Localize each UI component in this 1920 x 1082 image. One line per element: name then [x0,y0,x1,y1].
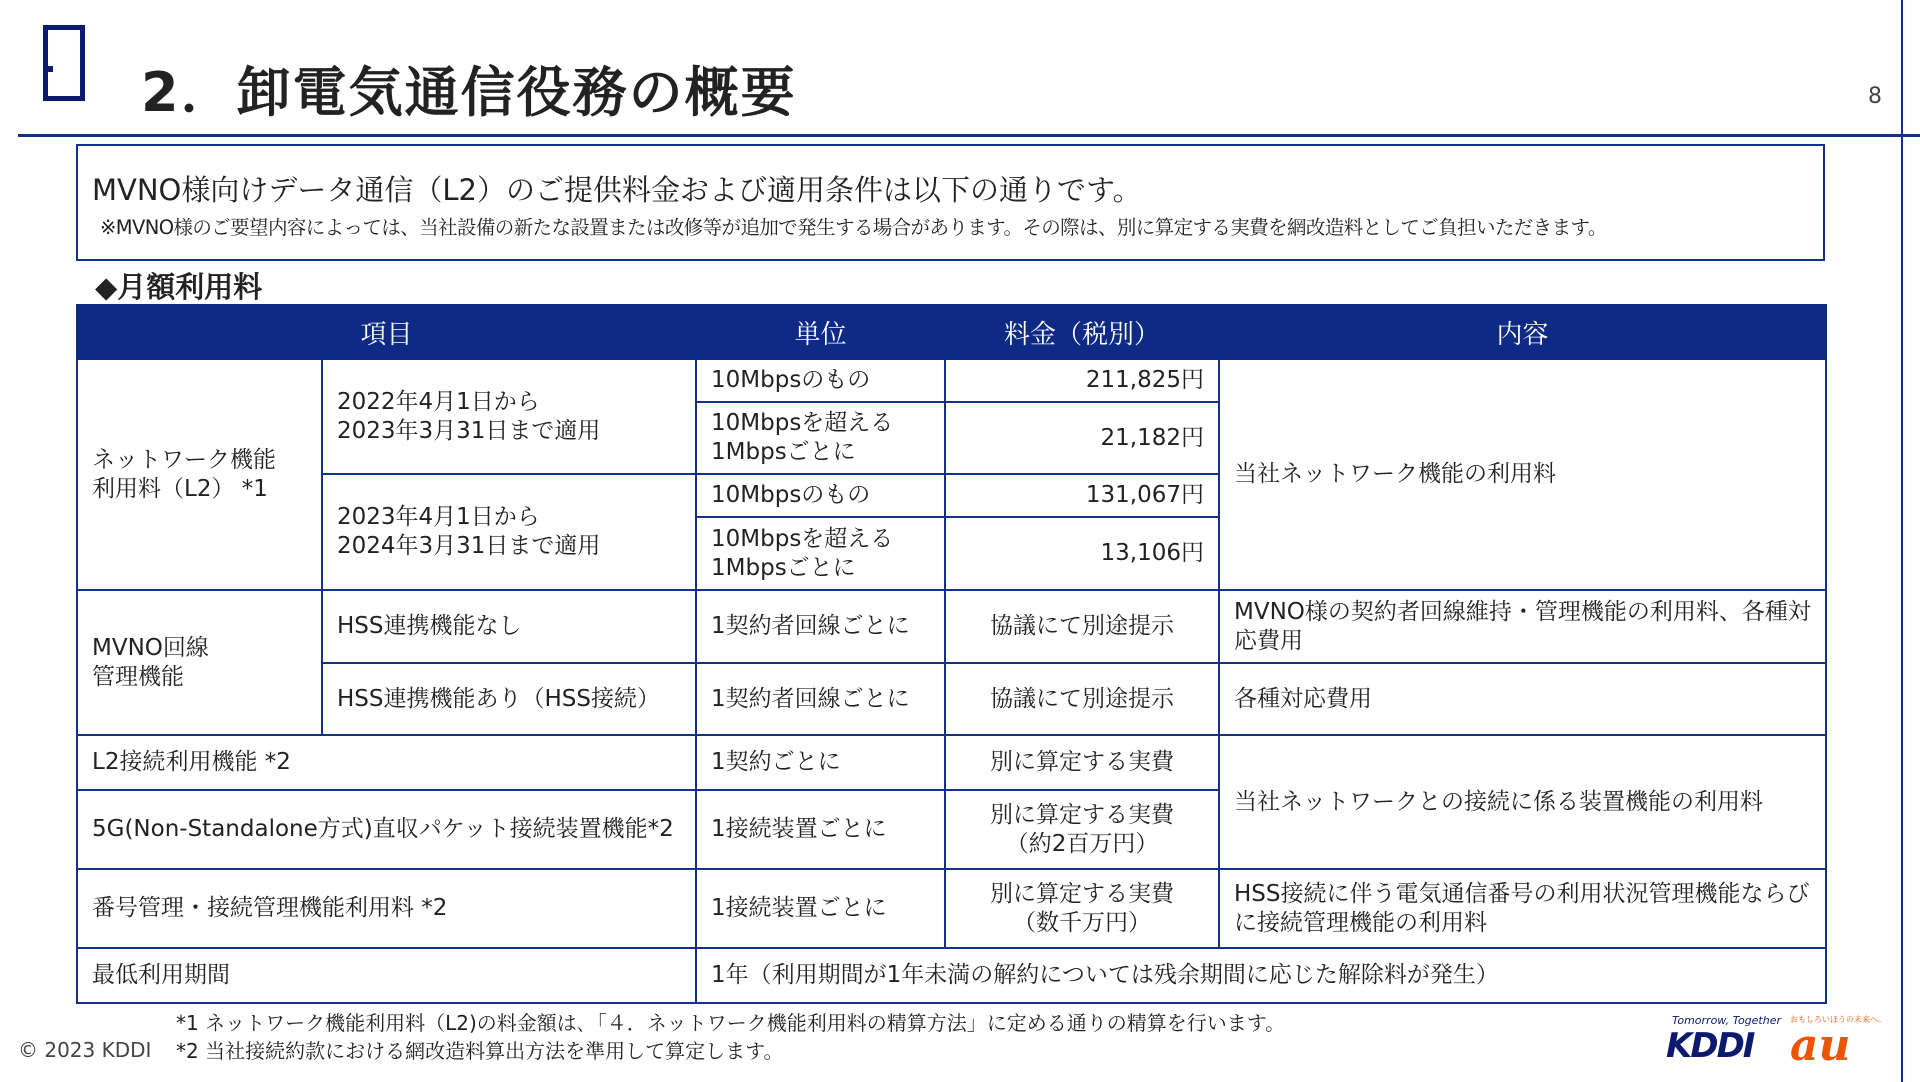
period-label: 2023年4月1日から 2024年3月31日まで適用 [322,474,696,590]
fee-cell: 別に算定する実費 （数千万円） [945,869,1219,948]
unit-cell: 10Mbpsのもの [696,474,945,517]
intro-note: ※MVNO様のご要望内容によっては、当社設備の新たな設置または改修等が追加で発生する場合があります。その際は、別に算定する実費を網改造料としてご負担いただきます。 [100,216,1607,239]
au-wordmark: au [1790,1020,1851,1071]
page-title: 2．卸電気通信役務の概要 [141,61,797,124]
content-cell: 当社ネットワーク機能の利用料 [1219,359,1826,590]
au-tagline: おもしろいほうの未来へ。 [1790,1015,1886,1024]
table-row [77,869,1826,948]
fee-cell: 131,067円 [945,474,1219,517]
fee-cell: 協議にて別途提示 [945,663,1219,735]
copyright: © 2023 KDDI [18,1038,152,1062]
footnote-2: *2 当社接続約款における網改造料算出方法を準用して算定します。 [176,1039,784,1063]
network-label: ネットワーク機能 利用料（L2） *1 [77,359,322,590]
mvno-label: MVNO回線 管理機能 [77,590,322,735]
title-bracket-icon [43,25,85,101]
page-number: 8 [1868,84,1882,109]
right-divider [1901,0,1903,1082]
unit-cell: 1契約ごとに [696,735,945,790]
kddi-tagline: Tomorrow, Together [1672,1014,1782,1027]
kddi-wordmark: KDDI [1666,1026,1754,1066]
table-row [77,359,1826,402]
header-fee: 料金（税別） [945,305,1219,359]
header-divider [18,134,1920,137]
content-cell: HSS接続に伴う電気通信番号の利用状況管理機能ならびに接続管理機能の利用料 [1219,869,1826,948]
fee-cell: 21,182円 [945,402,1219,474]
value-cell: 1年（利用期間が1年未満の解約については残余期間に応じた解除料が発生） [696,948,1826,1003]
item-cell: 5G(Non-Standalone方式)直収パケット接続装置機能*2 [77,790,696,869]
unit-cell: 1契約者回線ごとに [696,663,945,735]
fee-cell: 211,825円 [945,359,1219,402]
item-cell: 番号管理・接続管理機能利用料 *2 [77,869,696,948]
unit-cell: 10Mbpsのもの [696,359,945,402]
item-cell: HSS連携機能あり（HSS接続） [322,663,696,735]
fee-cell: 13,106円 [945,517,1219,590]
item-cell: L2接続利用機能 *2 [77,735,696,790]
unit-cell: 1接続装置ごとに [696,790,945,869]
content-cell: MVNO様の契約者回線維持・管理機能の利用料、各種対応費用 [1219,590,1826,663]
content-cell: 各種対応費用 [1219,663,1826,735]
fee-cell: 協議にて別途提示 [945,590,1219,663]
header-content: 内容 [1219,305,1826,359]
fee-table [76,304,1827,1004]
content-cell: 当社ネットワークとの接続に係る装置機能の利用料 [1219,735,1826,869]
section-title: ◆月額利用料 [95,270,263,304]
header-item: 項目 [77,305,696,359]
fee-cell: 別に算定する実費 [945,735,1219,790]
item-cell: HSS連携機能なし [322,590,696,663]
header-unit: 単位 [696,305,945,359]
intro-text: MVNO様向けデータ通信（L2）のご提供料金および適用条件は以下の通りです。 [92,173,1142,207]
kddi-logo [1666,1014,1781,1065]
table-header [77,305,1826,359]
table-row [77,663,1826,735]
table-row [77,735,1826,790]
period-label: 2022年4月1日から 2023年3月31日まで適用 [322,359,696,474]
unit-cell: 10Mbpsを超える 1Mbpsごとに [696,517,945,590]
fee-cell: 別に算定する実費 （約2百万円） [945,790,1219,869]
footnote-1: *1 ネットワーク機能利用料（L2)の料金額は､「４．ネットワーク機能利用料の精算方法」に定める通りの精算を行います。 [176,1011,1286,1035]
unit-cell: 1契約者回線ごとに [696,590,945,663]
intro-box [76,144,1825,261]
au-logo [1790,1014,1886,1071]
table-row [77,948,1826,1003]
unit-cell: 10Mbpsを超える 1Mbpsごとに [696,402,945,474]
table-row [77,590,1826,663]
item-cell: 最低利用期間 [77,948,696,1003]
unit-cell: 1接続装置ごとに [696,869,945,948]
